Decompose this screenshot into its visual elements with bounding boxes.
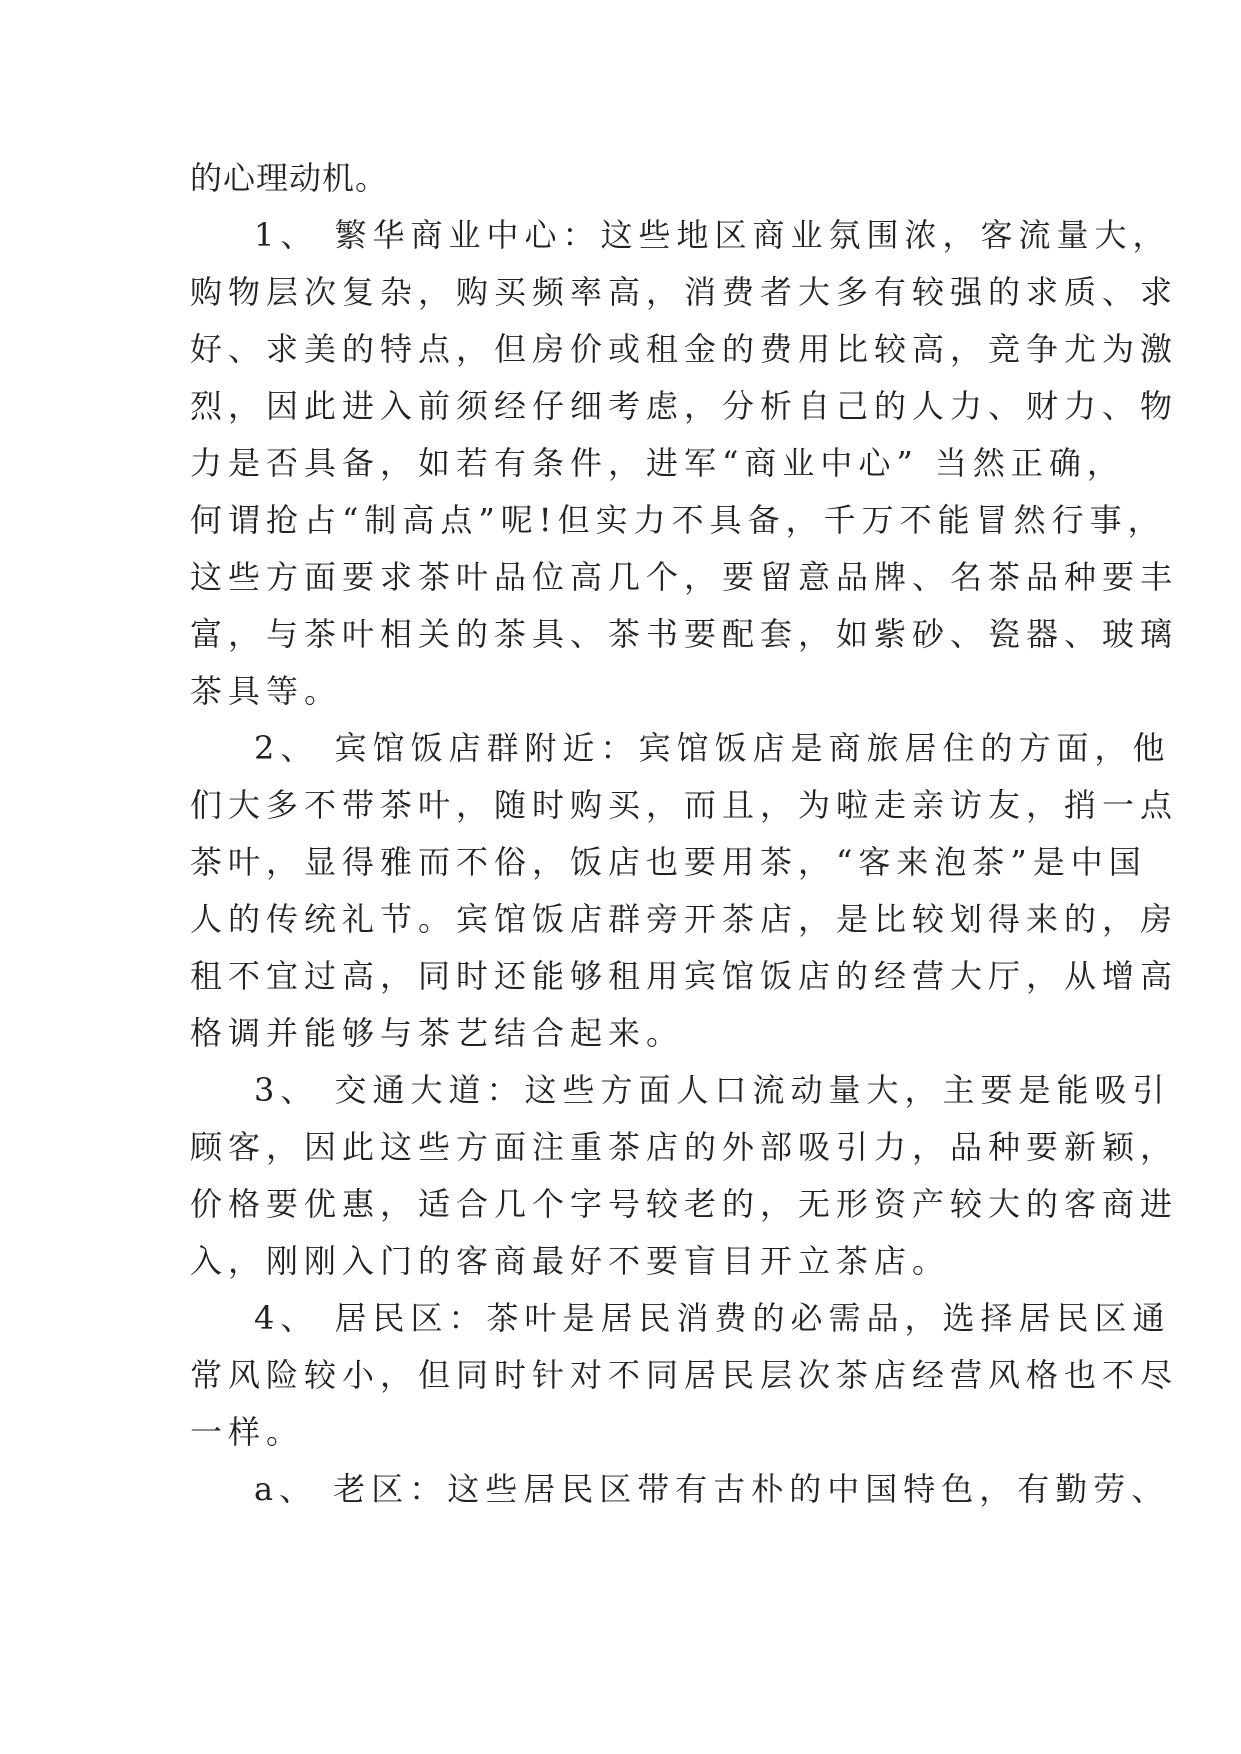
- text-line: 茶具等。: [190, 672, 343, 710]
- text-line: 2、 宾馆饭店群附近：宾馆饭店是商旅居住的方面，他: [254, 729, 1171, 767]
- text-line: 价格要优惠，适合几个字号较老的，无形资产较大的客商进: [190, 1185, 1179, 1223]
- text-line: 一样。: [190, 1413, 305, 1451]
- text-line: 茶叶，显得雅而不俗，饭店也要用茶，“客来泡茶”是中国: [190, 843, 1147, 881]
- text-line: 顾客，因此这些方面注重茶店的外部吸引力，品种要新颖，: [190, 1128, 1179, 1166]
- text-line: 好、求美的特点，但房价或租金的费用比较高，竞争尤为激: [190, 330, 1179, 368]
- text-line: 人的传统礼节。宾馆饭店群旁开茶店，是比较划得来的，房: [190, 900, 1179, 938]
- text-line: 们大多不带茶叶，随时购买，而且，为啦走亲访友，捎一点: [190, 786, 1179, 824]
- text-line: 的心理动机。: [190, 159, 389, 197]
- text-line: 1、 繁华商业中心：这些地区商业氛围浓，客流量大，: [254, 216, 1171, 254]
- text-line: 租不宜过高，同时还能够租用宾馆饭店的经营大厅，从增高: [190, 957, 1179, 995]
- text-line: 格调并能够与茶艺结合起来。: [190, 1014, 685, 1052]
- text-line: 富，与茶叶相关的茶具、茶书要配套，如紫砂、瓷器、玻璃: [190, 615, 1179, 653]
- text-line: 力是否具备，如若有条件，进军“商业中心” 当然正确，: [190, 444, 1125, 482]
- text-line: 购物层次复杂，购买频率高，消费者大多有较强的求质、求: [190, 273, 1179, 311]
- document-body-text: [190, 150, 1179, 1518]
- text-line: 烈，因此进入前须经仔细考虑，分析自己的人力、财力、物: [190, 387, 1179, 425]
- text-line: 这些方面要求茶叶品位高几个，要留意品牌、名茶品种要丰: [190, 558, 1179, 596]
- text-line: a、 老区：这些居民区带有古朴的中国特色，有勤劳、: [254, 1470, 1170, 1508]
- text-line: 入，刚刚入门的客商最好不要盲目开立茶店。: [190, 1242, 951, 1280]
- text-line: 4、 居民区：茶叶是居民消费的必需品，选择居民区通: [254, 1299, 1171, 1337]
- text-line: 常风险较小，但同时针对不同居民层次茶店经营风格也不尽: [190, 1356, 1179, 1394]
- text-line: 3、 交通大道：这些方面人口流动量大，主要是能吸引: [254, 1071, 1171, 1109]
- text-line: 何谓抢占“制高点”呢!但实力不具备，千万不能冒然行事，: [190, 501, 1166, 539]
